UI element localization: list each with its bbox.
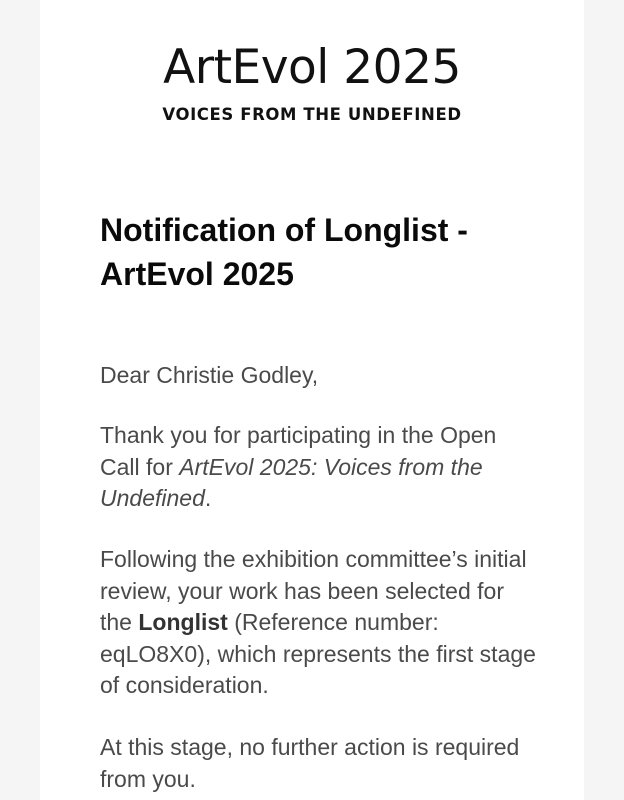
selection-text: Following the exhibition committee’s initial review, your work has been selected for the [100,546,527,635]
thanks-paragraph [100,420,540,515]
thanks-end: . [204,485,212,511]
longlist-label: Longlist [138,609,228,635]
open-call-title: ArtEvol 2025: Voices from the Undefined [100,453,483,511]
selection-paragraph [100,544,540,702]
thanks-text: Thank you for participating in the Open Call for [100,422,497,480]
reference-text: (Reference number: eqLO8X0), which represents the first stage of consideration. [100,609,536,698]
logo-title: ArtEvol 2025 [163,40,461,95]
notification-heading: Notification of Longlist - ArtEvol 2025 [100,212,468,292]
logo-subtitle: VOICES FROM THE UNDEFINED [162,105,462,124]
action-paragraph: At this stage, no further action is required from you. [100,734,520,792]
greeting: Dear Christie Godley, [100,362,319,388]
email-card [40,0,584,800]
